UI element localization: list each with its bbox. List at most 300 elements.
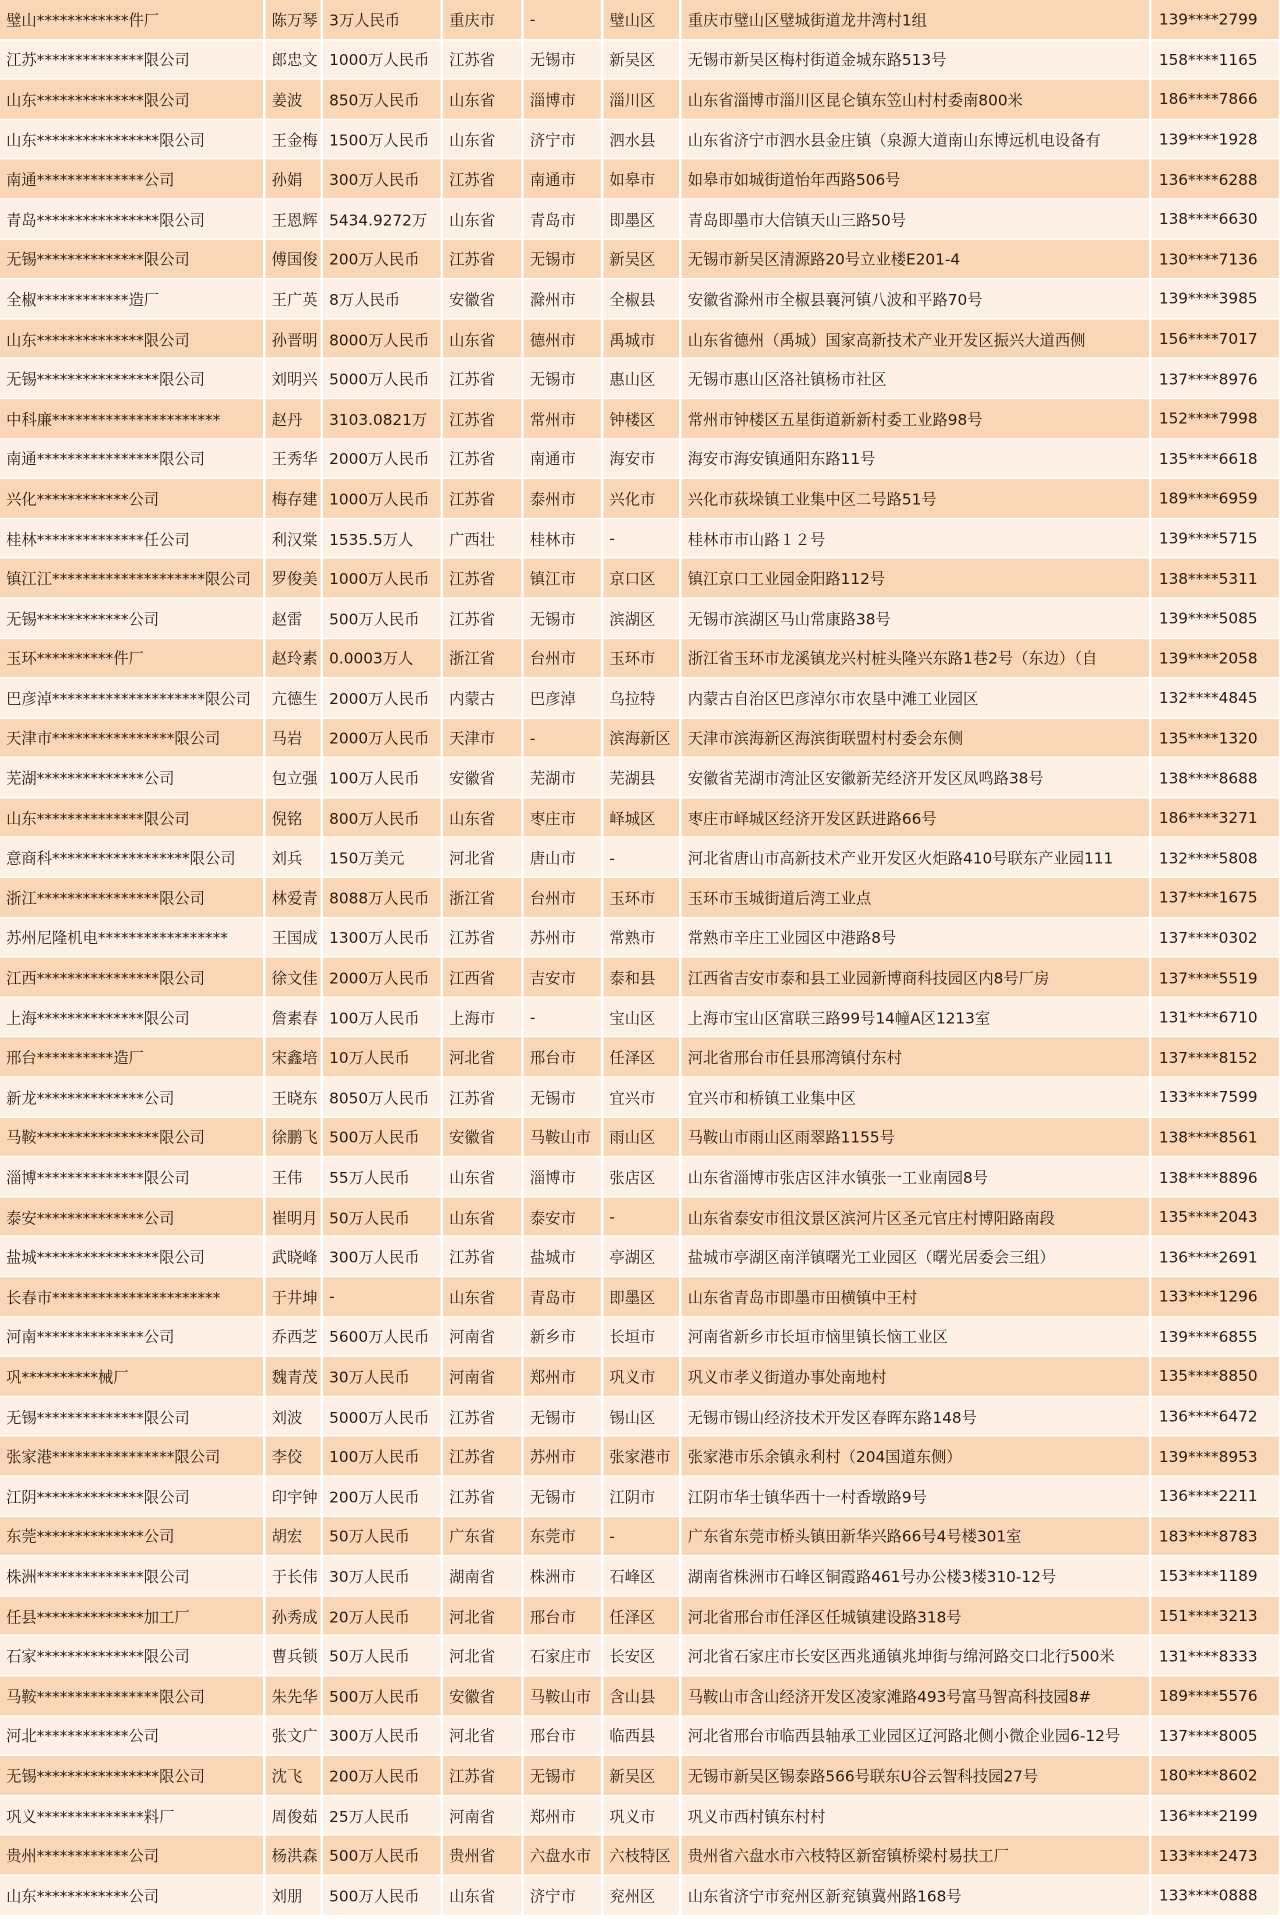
district-cell: 临西县 bbox=[602, 1716, 680, 1756]
contact-name-cell: 梅存建 bbox=[264, 478, 322, 518]
registered-capital-cell: 50万人民币 bbox=[322, 1516, 442, 1556]
city-cell: 苏州市 bbox=[523, 1436, 603, 1476]
city-cell: 枣庄市 bbox=[523, 798, 603, 838]
company-name-cell: 石家**************限公司 bbox=[0, 1636, 264, 1676]
phone-cell: 138****8896 bbox=[1150, 1157, 1280, 1197]
company-name-cell: 东莞**************公司 bbox=[0, 1516, 264, 1556]
table-row bbox=[0, 1636, 1280, 1676]
company-name-cell: 无锡****************限公司 bbox=[0, 1755, 264, 1795]
province-cell: 江苏省 bbox=[442, 1436, 523, 1476]
district-cell: 芜湖县 bbox=[602, 758, 680, 798]
company-name-cell: 全椒************造厂 bbox=[0, 279, 264, 319]
table-row bbox=[0, 0, 1280, 39]
city-cell: 盐城市 bbox=[523, 1237, 603, 1277]
table-row bbox=[0, 359, 1280, 399]
phone-cell: 139****5715 bbox=[1150, 518, 1280, 558]
table-row bbox=[0, 438, 1280, 478]
registered-capital-cell: 300万人民币 bbox=[322, 1716, 442, 1756]
province-cell: 江苏省 bbox=[442, 1077, 523, 1117]
contact-name-cell: 刘波 bbox=[264, 1396, 322, 1436]
province-cell: 江苏省 bbox=[442, 359, 523, 399]
phone-cell: 135****1320 bbox=[1150, 718, 1280, 758]
address-cell: 广东省东莞市桥头镇田新华兴路66号4号楼301室 bbox=[680, 1516, 1150, 1556]
city-cell: 南通市 bbox=[523, 159, 603, 199]
company-name-cell: 长春市********************** bbox=[0, 1277, 264, 1317]
contact-name-cell: 孙晋明 bbox=[264, 319, 322, 359]
contact-name-cell: 赵雷 bbox=[264, 598, 322, 638]
province-cell: 山东省 bbox=[442, 1277, 523, 1317]
table-row bbox=[0, 1676, 1280, 1716]
province-cell: 江苏省 bbox=[442, 558, 523, 598]
contact-name-cell: 姜波 bbox=[264, 79, 322, 119]
district-cell: - bbox=[602, 1516, 680, 1556]
table-row bbox=[0, 1875, 1280, 1915]
address-cell: 无锡市惠山区洛社镇杨市社区 bbox=[680, 359, 1150, 399]
phone-cell: 186****7866 bbox=[1150, 79, 1280, 119]
company-name-cell: 浙江****************限公司 bbox=[0, 877, 264, 917]
registered-capital-cell: 150万美元 bbox=[322, 838, 442, 878]
company-name-cell: 贵州************公司 bbox=[0, 1835, 264, 1875]
city-cell: 德州市 bbox=[523, 319, 603, 359]
contact-name-cell: 沈飞 bbox=[264, 1755, 322, 1795]
city-cell: 郑州市 bbox=[523, 1356, 603, 1396]
city-cell: 无锡市 bbox=[523, 1077, 603, 1117]
district-cell: - bbox=[602, 1197, 680, 1237]
registered-capital-cell: 5434.9272万 bbox=[322, 199, 442, 239]
address-cell: 河南省新乡市长垣市恼里镇长恼工业区 bbox=[680, 1316, 1150, 1356]
registered-capital-cell: 300万人民币 bbox=[322, 1237, 442, 1277]
registered-capital-cell: 1300万人民币 bbox=[322, 917, 442, 957]
table-row bbox=[0, 239, 1280, 279]
address-cell: 内蒙古自治区巴彦淖尔市农垦中滩工业园区 bbox=[680, 678, 1150, 718]
city-cell: 济宁市 bbox=[523, 119, 603, 159]
phone-cell: 132****4845 bbox=[1150, 678, 1280, 718]
registered-capital-cell: 1500万人民币 bbox=[322, 119, 442, 159]
city-cell: 六盘水市 bbox=[523, 1835, 603, 1875]
address-cell: 贵州省六盘水市六枝特区新窑镇桥梁村易扶工厂 bbox=[680, 1835, 1150, 1875]
table-row bbox=[0, 1396, 1280, 1436]
company-name-cell: 山东****************限公司 bbox=[0, 119, 264, 159]
contact-name-cell: 王晓东 bbox=[264, 1077, 322, 1117]
company-name-cell: 张家港****************限公司 bbox=[0, 1436, 264, 1476]
phone-cell: 153****1189 bbox=[1150, 1556, 1280, 1596]
table-row bbox=[0, 1277, 1280, 1317]
company-name-cell: 玉环**********件厂 bbox=[0, 638, 264, 678]
table-row bbox=[0, 1037, 1280, 1077]
contact-name-cell: 李佼 bbox=[264, 1436, 322, 1476]
phone-cell: 136****2199 bbox=[1150, 1795, 1280, 1835]
phone-cell: 137****8976 bbox=[1150, 359, 1280, 399]
province-cell: 江苏省 bbox=[442, 239, 523, 279]
company-name-cell: 天津市****************限公司 bbox=[0, 718, 264, 758]
city-cell: 滁州市 bbox=[523, 279, 603, 319]
company-name-cell: 山东**************限公司 bbox=[0, 319, 264, 359]
contact-name-cell: 于井坤 bbox=[264, 1277, 322, 1317]
contact-name-cell: 武晓峰 bbox=[264, 1237, 322, 1277]
registered-capital-cell: 5600万人民币 bbox=[322, 1316, 442, 1356]
district-cell: 江阴市 bbox=[602, 1476, 680, 1516]
phone-cell: 180****8602 bbox=[1150, 1755, 1280, 1795]
registered-capital-cell: 2000万人民币 bbox=[322, 438, 442, 478]
district-cell: 六枝特区 bbox=[602, 1835, 680, 1875]
province-cell: 江苏省 bbox=[442, 159, 523, 199]
company-name-cell: 璧山************件厂 bbox=[0, 0, 264, 39]
city-cell: 马鞍山市 bbox=[523, 1117, 603, 1157]
phone-cell: 158****1165 bbox=[1150, 39, 1280, 79]
contact-name-cell: 王伟 bbox=[264, 1157, 322, 1197]
registered-capital-cell: 50万人民币 bbox=[322, 1197, 442, 1237]
province-cell: 安徽省 bbox=[442, 279, 523, 319]
address-cell: 河北省唐山市高新技术产业开发区火炬路410号联东产业园111 bbox=[680, 838, 1150, 878]
district-cell: 惠山区 bbox=[602, 359, 680, 399]
address-cell: 常州市钟楼区五星街道新新村委工业路98号 bbox=[680, 398, 1150, 438]
table-row bbox=[0, 1197, 1280, 1237]
registered-capital-cell: 5000万人民币 bbox=[322, 1396, 442, 1436]
contact-name-cell: 利汉棠 bbox=[264, 518, 322, 558]
city-cell: 唐山市 bbox=[523, 838, 603, 878]
company-name-cell: 无锡************公司 bbox=[0, 598, 264, 638]
province-cell: 山东省 bbox=[442, 199, 523, 239]
contact-name-cell: 魏青茂 bbox=[264, 1356, 322, 1396]
province-cell: 江苏省 bbox=[442, 598, 523, 638]
address-cell: 兴化市荻垛镇工业集中区二号路51号 bbox=[680, 478, 1150, 518]
table-row bbox=[0, 798, 1280, 838]
phone-cell: 136****6472 bbox=[1150, 1396, 1280, 1436]
contact-name-cell: 赵玲素 bbox=[264, 638, 322, 678]
city-cell: 青岛市 bbox=[523, 199, 603, 239]
city-cell: 常州市 bbox=[523, 398, 603, 438]
city-cell: - bbox=[523, 718, 603, 758]
contact-name-cell: 包立强 bbox=[264, 758, 322, 798]
table-row bbox=[0, 1716, 1280, 1756]
address-cell: 枣庄市峄城区经济开发区跃进路66号 bbox=[680, 798, 1150, 838]
registered-capital-cell: 300万人民币 bbox=[322, 159, 442, 199]
table-row bbox=[0, 478, 1280, 518]
address-cell: 山东省淄博市淄川区昆仑镇东笠山村村委南800米 bbox=[680, 79, 1150, 119]
registered-capital-cell: 1000万人民币 bbox=[322, 39, 442, 79]
province-cell: 贵州省 bbox=[442, 1835, 523, 1875]
registered-capital-cell: 1000万人民币 bbox=[322, 558, 442, 598]
contact-name-cell: 罗俊美 bbox=[264, 558, 322, 598]
contact-name-cell: 王秀华 bbox=[264, 438, 322, 478]
city-cell: 无锡市 bbox=[523, 1476, 603, 1516]
province-cell: 河南省 bbox=[442, 1356, 523, 1396]
district-cell: 新吴区 bbox=[602, 39, 680, 79]
registered-capital-cell: 2000万人民币 bbox=[322, 718, 442, 758]
address-cell: 马鞍山市含山经济开发区凌家滩路493号富马智高科技园8# bbox=[680, 1676, 1150, 1716]
table-row bbox=[0, 1755, 1280, 1795]
district-cell: 亭湖区 bbox=[602, 1237, 680, 1277]
address-cell: 无锡市新吴区清源路20号立业楼E201-4 bbox=[680, 239, 1150, 279]
district-cell: 兴化市 bbox=[602, 478, 680, 518]
contact-name-cell: 乔西芝 bbox=[264, 1316, 322, 1356]
province-cell: 广西壮 bbox=[442, 518, 523, 558]
province-cell: 江苏省 bbox=[442, 917, 523, 957]
province-cell: 山东省 bbox=[442, 1875, 523, 1915]
registered-capital-cell: 8088万人民币 bbox=[322, 877, 442, 917]
district-cell: 巩义市 bbox=[602, 1356, 680, 1396]
registered-capital-cell: 20万人民币 bbox=[322, 1596, 442, 1636]
table-row bbox=[0, 1117, 1280, 1157]
phone-cell: 130****7136 bbox=[1150, 239, 1280, 279]
contact-name-cell: 孙娟 bbox=[264, 159, 322, 199]
phone-cell: 156****7017 bbox=[1150, 319, 1280, 359]
phone-cell: 137****0302 bbox=[1150, 917, 1280, 957]
company-name-cell: 镇江江********************限公司 bbox=[0, 558, 264, 598]
address-cell: 山东省淄博市张店区沣水镇张一工业南园8号 bbox=[680, 1157, 1150, 1197]
address-cell: 安徽省芜湖市湾沚区安徽新芜经济开发区凤鸣路38号 bbox=[680, 758, 1150, 798]
registered-capital-cell: 500万人民币 bbox=[322, 1676, 442, 1716]
province-cell: 山东省 bbox=[442, 1157, 523, 1197]
table-row bbox=[0, 199, 1280, 239]
phone-cell: 137****5519 bbox=[1150, 957, 1280, 997]
city-cell: - bbox=[523, 0, 603, 39]
registered-capital-cell: 30万人民币 bbox=[322, 1356, 442, 1396]
contact-name-cell: 杨洪森 bbox=[264, 1835, 322, 1875]
registered-capital-cell: - bbox=[322, 1277, 442, 1317]
district-cell: 长安区 bbox=[602, 1636, 680, 1676]
address-cell: 无锡市新吴区梅村街道金城东路513号 bbox=[680, 39, 1150, 79]
district-cell: 宝山区 bbox=[602, 997, 680, 1037]
district-cell: 峄城区 bbox=[602, 798, 680, 838]
contact-name-cell: 印宇钟 bbox=[264, 1476, 322, 1516]
district-cell: 石峰区 bbox=[602, 1556, 680, 1596]
company-name-cell: 兴化************公司 bbox=[0, 478, 264, 518]
district-cell: - bbox=[602, 838, 680, 878]
phone-cell: 189****6959 bbox=[1150, 478, 1280, 518]
registered-capital-cell: 50万人民币 bbox=[322, 1636, 442, 1676]
district-cell: 淄川区 bbox=[602, 79, 680, 119]
address-cell: 桂林市市山路１２号 bbox=[680, 518, 1150, 558]
registered-capital-cell: 200万人民币 bbox=[322, 239, 442, 279]
table-row bbox=[0, 678, 1280, 718]
address-cell: 山东省德州（禹城）国家高新技术产业开发区振兴大道西侧 bbox=[680, 319, 1150, 359]
address-cell: 重庆市璧山区璧城街道龙井湾村1组 bbox=[680, 0, 1150, 39]
address-cell: 浙江省玉环市龙溪镇龙兴村桩头隆兴东路1巷2号（东边）（自 bbox=[680, 638, 1150, 678]
district-cell: 雨山区 bbox=[602, 1117, 680, 1157]
registered-capital-cell: 100万人民币 bbox=[322, 758, 442, 798]
district-cell: 滨湖区 bbox=[602, 598, 680, 638]
district-cell: 海安市 bbox=[602, 438, 680, 478]
province-cell: 河北省 bbox=[442, 838, 523, 878]
province-cell: 安徽省 bbox=[442, 758, 523, 798]
phone-cell: 138****8561 bbox=[1150, 1117, 1280, 1157]
phone-cell: 139****2058 bbox=[1150, 638, 1280, 678]
company-name-cell: 意商科******************限公司 bbox=[0, 838, 264, 878]
district-cell: 泰和县 bbox=[602, 957, 680, 997]
phone-cell: 138****5311 bbox=[1150, 558, 1280, 598]
company-name-cell: 无锡**************限公司 bbox=[0, 239, 264, 279]
contact-name-cell: 林爱青 bbox=[264, 877, 322, 917]
table-row bbox=[0, 398, 1280, 438]
address-cell: 镇江京口工业园金阳路112号 bbox=[680, 558, 1150, 598]
table-row bbox=[0, 1436, 1280, 1476]
district-cell: 新吴区 bbox=[602, 239, 680, 279]
city-cell: 东莞市 bbox=[523, 1516, 603, 1556]
registered-capital-cell: 55万人民币 bbox=[322, 1157, 442, 1197]
address-cell: 巩义市西村镇东村村 bbox=[680, 1795, 1150, 1835]
registered-capital-cell: 5000万人民币 bbox=[322, 359, 442, 399]
address-cell: 河北省石家庄市长安区西兆通镇兆坤街与绵河路交口北行500米 bbox=[680, 1636, 1150, 1676]
province-cell: 江苏省 bbox=[442, 398, 523, 438]
table-row bbox=[0, 1556, 1280, 1596]
table-row bbox=[0, 997, 1280, 1037]
province-cell: 江苏省 bbox=[442, 39, 523, 79]
address-cell: 常熟市辛庄工业园区中港路8号 bbox=[680, 917, 1150, 957]
phone-cell: 152****7998 bbox=[1150, 398, 1280, 438]
table-row bbox=[0, 1835, 1280, 1875]
district-cell: 巩义市 bbox=[602, 1795, 680, 1835]
registered-capital-cell: 1000万人民币 bbox=[322, 478, 442, 518]
district-cell: 锡山区 bbox=[602, 1396, 680, 1436]
phone-cell: 133****7599 bbox=[1150, 1077, 1280, 1117]
company-name-cell: 邢台**********造厂 bbox=[0, 1037, 264, 1077]
registered-capital-cell: 3103.0821万 bbox=[322, 398, 442, 438]
phone-cell: 133****1296 bbox=[1150, 1277, 1280, 1317]
company-name-cell: 任县**************加工厂 bbox=[0, 1596, 264, 1636]
province-cell: 江苏省 bbox=[442, 1396, 523, 1436]
district-cell: 即墨区 bbox=[602, 1277, 680, 1317]
province-cell: 山东省 bbox=[442, 1197, 523, 1237]
address-cell: 河北省邢台市任泽区任城镇建设路318号 bbox=[680, 1596, 1150, 1636]
address-cell: 江西省吉安市泰和县工业园新博商科技园区内8号厂房 bbox=[680, 957, 1150, 997]
registered-capital-cell: 200万人民币 bbox=[322, 1476, 442, 1516]
province-cell: 江苏省 bbox=[442, 1237, 523, 1277]
phone-cell: 135****6618 bbox=[1150, 438, 1280, 478]
city-cell: 无锡市 bbox=[523, 39, 603, 79]
company-name-cell: 马鞍****************限公司 bbox=[0, 1676, 264, 1716]
district-cell: 乌拉特 bbox=[602, 678, 680, 718]
registered-capital-cell: 1535.5万人 bbox=[322, 518, 442, 558]
district-cell: 任泽区 bbox=[602, 1596, 680, 1636]
table-row bbox=[0, 1157, 1280, 1197]
company-name-cell: 中科廉********************** bbox=[0, 398, 264, 438]
city-cell: 马鞍山市 bbox=[523, 1676, 603, 1716]
registered-capital-cell: 10万人民币 bbox=[322, 1037, 442, 1077]
contact-name-cell: 倪铭 bbox=[264, 798, 322, 838]
table-row bbox=[0, 1795, 1280, 1835]
city-cell: 芜湖市 bbox=[523, 758, 603, 798]
contact-name-cell: 周俊茹 bbox=[264, 1795, 322, 1835]
district-cell: 张家港市 bbox=[602, 1436, 680, 1476]
province-cell: 安徽省 bbox=[442, 1117, 523, 1157]
province-cell: 河北省 bbox=[442, 1596, 523, 1636]
contact-name-cell: 王国成 bbox=[264, 917, 322, 957]
city-cell: 邢台市 bbox=[523, 1037, 603, 1077]
contact-name-cell: 亢德生 bbox=[264, 678, 322, 718]
district-cell: - bbox=[602, 518, 680, 558]
district-cell: 常熟市 bbox=[602, 917, 680, 957]
city-cell: 泰安市 bbox=[523, 1197, 603, 1237]
registered-capital-cell: 500万人民币 bbox=[322, 1875, 442, 1915]
address-cell: 无锡市新吴区锡泰路566号联东U谷云智科技园27号 bbox=[680, 1755, 1150, 1795]
province-cell: 上海市 bbox=[442, 997, 523, 1037]
province-cell: 江苏省 bbox=[442, 438, 523, 478]
province-cell: 江西省 bbox=[442, 957, 523, 997]
province-cell: 江苏省 bbox=[442, 478, 523, 518]
company-name-cell: 新龙**************公司 bbox=[0, 1077, 264, 1117]
city-cell: 吉安市 bbox=[523, 957, 603, 997]
province-cell: 安徽省 bbox=[442, 1676, 523, 1716]
table-row bbox=[0, 917, 1280, 957]
company-name-cell: 山东**************限公司 bbox=[0, 79, 264, 119]
city-cell: 淄博市 bbox=[523, 1157, 603, 1197]
city-cell: 泰州市 bbox=[523, 478, 603, 518]
company-name-cell: 巴彦淖********************限公司 bbox=[0, 678, 264, 718]
province-cell: 湖南省 bbox=[442, 1556, 523, 1596]
phone-cell: 131****6710 bbox=[1150, 997, 1280, 1037]
table-row bbox=[0, 279, 1280, 319]
address-cell: 巩义市孝义街道办事处南地村 bbox=[680, 1356, 1150, 1396]
company-name-cell: 江苏**************限公司 bbox=[0, 39, 264, 79]
registered-capital-cell: 8050万人民币 bbox=[322, 1077, 442, 1117]
phone-cell: 139****1928 bbox=[1150, 119, 1280, 159]
phone-cell: 133****0888 bbox=[1150, 1875, 1280, 1915]
table-row bbox=[0, 1516, 1280, 1556]
contact-name-cell: 胡宏 bbox=[264, 1516, 322, 1556]
province-cell: 河北省 bbox=[442, 1037, 523, 1077]
contact-name-cell: 王恩辉 bbox=[264, 199, 322, 239]
city-cell: 郑州市 bbox=[523, 1795, 603, 1835]
address-cell: 青岛即墨市大信镇天山三路50号 bbox=[680, 199, 1150, 239]
registered-capital-cell: 2000万人民币 bbox=[322, 957, 442, 997]
contact-name-cell: 于长伟 bbox=[264, 1556, 322, 1596]
contact-name-cell: 刘兵 bbox=[264, 838, 322, 878]
city-cell: 济宁市 bbox=[523, 1875, 603, 1915]
province-cell: 山东省 bbox=[442, 79, 523, 119]
address-cell: 山东省济宁市兖州区新兖镇冀州路168号 bbox=[680, 1875, 1150, 1915]
table-row bbox=[0, 957, 1280, 997]
phone-cell: 137****8005 bbox=[1150, 1716, 1280, 1756]
registered-capital-cell: 0.0003万人 bbox=[322, 638, 442, 678]
district-cell: 璧山区 bbox=[602, 0, 680, 39]
contact-name-cell: 张文广 bbox=[264, 1716, 322, 1756]
district-cell: 滨海新区 bbox=[602, 718, 680, 758]
district-cell: 长垣市 bbox=[602, 1316, 680, 1356]
address-cell: 山东省青岛市即墨市田横镇中王村 bbox=[680, 1277, 1150, 1317]
table-row bbox=[0, 758, 1280, 798]
contact-name-cell: 宋鑫培 bbox=[264, 1037, 322, 1077]
table-row bbox=[0, 877, 1280, 917]
province-cell: 浙江省 bbox=[442, 638, 523, 678]
city-cell: 台州市 bbox=[523, 638, 603, 678]
city-cell: 无锡市 bbox=[523, 598, 603, 638]
company-name-cell: 南通****************限公司 bbox=[0, 438, 264, 478]
province-cell: 广东省 bbox=[442, 1516, 523, 1556]
registered-capital-cell: 500万人民币 bbox=[322, 1117, 442, 1157]
phone-cell: 186****3271 bbox=[1150, 798, 1280, 838]
province-cell: 河南省 bbox=[442, 1316, 523, 1356]
table-row bbox=[0, 119, 1280, 159]
phone-cell: 183****8783 bbox=[1150, 1516, 1280, 1556]
phone-cell: 137****8152 bbox=[1150, 1037, 1280, 1077]
city-cell: 邢台市 bbox=[523, 1716, 603, 1756]
registered-capital-cell: 25万人民币 bbox=[322, 1795, 442, 1835]
company-name-cell: 河北************公司 bbox=[0, 1716, 264, 1756]
registered-capital-cell: 8000万人民币 bbox=[322, 319, 442, 359]
province-cell: 河南省 bbox=[442, 1795, 523, 1835]
city-cell: 新乡市 bbox=[523, 1316, 603, 1356]
company-name-cell: 芜湖**************公司 bbox=[0, 758, 264, 798]
city-cell: 桂林市 bbox=[523, 518, 603, 558]
company-name-cell: 桂林**************任公司 bbox=[0, 518, 264, 558]
phone-cell: 136****6288 bbox=[1150, 159, 1280, 199]
contact-name-cell: 崔明月 bbox=[264, 1197, 322, 1237]
city-cell: 无锡市 bbox=[523, 1396, 603, 1436]
company-name-cell: 山东************公司 bbox=[0, 1875, 264, 1915]
phone-cell: 131****8333 bbox=[1150, 1636, 1280, 1676]
phone-cell: 137****1675 bbox=[1150, 877, 1280, 917]
